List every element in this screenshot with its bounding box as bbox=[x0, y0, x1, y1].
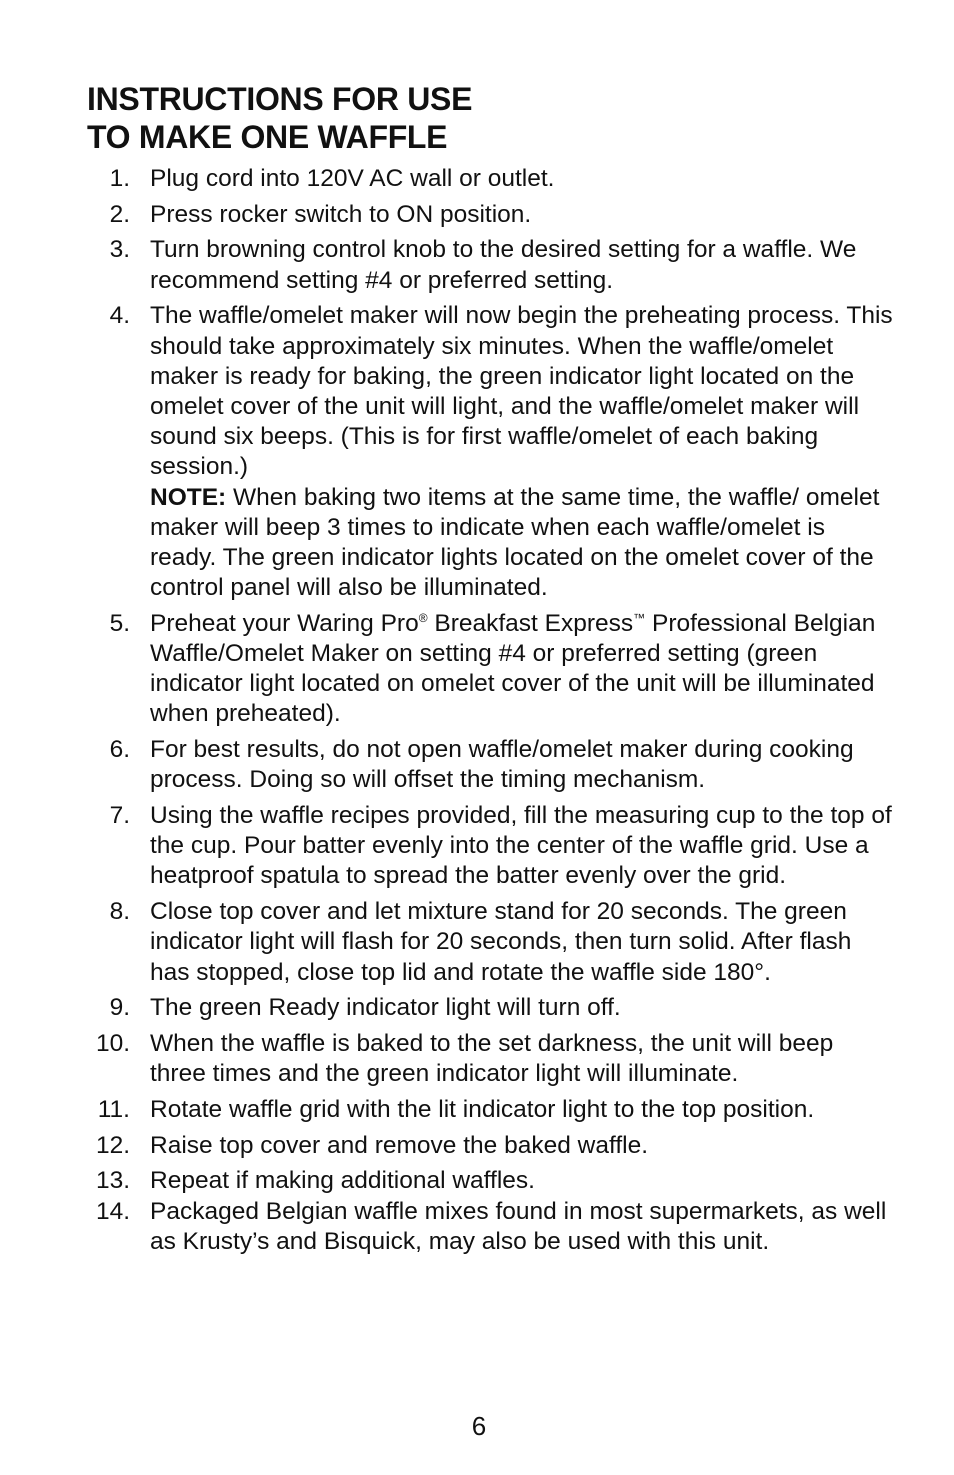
step-number: 2. bbox=[109, 200, 130, 228]
step-text bbox=[150, 609, 894, 730]
step-number: 5. bbox=[109, 609, 130, 637]
step-text: Plug cord into 120V AC wall or outlet. bbox=[150, 165, 555, 192]
step-text: Repeat if making additional waffles. bbox=[150, 1167, 535, 1195]
step-number: 7. bbox=[109, 802, 130, 830]
step-text: Using the waffle recipes provided, fill the measuring cup to the top of the cup. Pour batter evenly into the center of the waffle grid. Use a heatproof spatula to spread the batter evenly over the grid. bbox=[150, 802, 892, 890]
list-item bbox=[0, 1166, 954, 1196]
step-number: 1. bbox=[109, 165, 130, 192]
step-number: 8. bbox=[109, 898, 130, 926]
step-text: Rotate waffle grid with the lit indicator light to the top position. bbox=[150, 1095, 815, 1123]
note-label: NOTE: bbox=[150, 483, 227, 511]
list-item bbox=[0, 164, 954, 194]
list-item bbox=[0, 801, 954, 892]
list-item bbox=[0, 235, 954, 295]
step-number: 14. bbox=[95, 1197, 130, 1225]
list-item bbox=[0, 1131, 954, 1161]
title-line-2: TO MAKE ONE WAFFLE bbox=[87, 119, 448, 155]
step-text: For best results, do not open waffle/omelet maker during cooking process. Doing so will offset the timing mechanism. bbox=[150, 736, 854, 794]
registered-mark: ® bbox=[418, 610, 428, 625]
step-number: 13. bbox=[95, 1167, 130, 1195]
step-text: Raise top cover and remove the baked waffle. bbox=[150, 1131, 649, 1159]
list-item bbox=[0, 1197, 954, 1257]
step-text: When the waffle is baked to the set darkness, the unit will beep three times and the green indicator light will illuminate. bbox=[150, 1029, 834, 1088]
step-text: Packaged Belgian waffle mixes found in most supermarkets, as well as Krusty’s and Bisquick, may also be used with this unit. bbox=[150, 1197, 887, 1255]
list-item bbox=[0, 1029, 954, 1089]
step-body: The waffle/omelet maker will now begin the preheating process. This should take approximately six minutes. When the waffle/omelet maker is ready for baking, the green indicator light located on the omelet cover of the unit will light, and the waffle/omelet maker will sound six beeps. (This is for first waffle/omelet of each baking session.) bbox=[150, 302, 893, 481]
list-item bbox=[0, 1095, 954, 1125]
list-item bbox=[0, 735, 954, 795]
list-item bbox=[0, 301, 954, 603]
step-text-part: Breakfast Express bbox=[427, 609, 634, 637]
step-number: 3. bbox=[109, 236, 130, 264]
step-text: Press rocker switch to ON position. bbox=[150, 200, 532, 228]
step-text: The green Ready indicator light will turn off. bbox=[150, 994, 621, 1022]
step-text-part: Preheat your Waring Pro bbox=[150, 609, 419, 637]
page-title bbox=[87, 80, 472, 156]
title-line-1: INSTRUCTIONS FOR USE bbox=[87, 81, 473, 117]
list-item bbox=[0, 897, 954, 988]
note-text: When baking two items at the same time, the waffle/ omelet maker will beep 3 times to indicate when each waffle/omelet is ready. The green indicator lights located on the omelet cover of the control panel will also be illuminated. bbox=[150, 483, 880, 602]
list-item bbox=[0, 993, 954, 1023]
step-number: 10. bbox=[95, 1029, 130, 1057]
step-number: 12. bbox=[95, 1131, 130, 1159]
list-item bbox=[0, 609, 954, 730]
list-item bbox=[0, 200, 954, 230]
step-number: 4. bbox=[109, 302, 130, 330]
step-text: Close top cover and let mixture stand for 20 seconds. The green indicator light will flash for 20 seconds, then turn solid. After flash has stopped, close top lid and rotate the waffle side 180°. bbox=[150, 898, 852, 986]
instruction-list bbox=[0, 164, 954, 1262]
step-text-part: Professional Belgian Waffle/Omelet Maker on setting #4 or preferred setting (green indicator light located on omelet cover of the unit will be illuminated when preheated). bbox=[150, 609, 876, 728]
step-number: 9. bbox=[109, 994, 130, 1022]
step-number: 11. bbox=[97, 1095, 130, 1123]
trademark-mark: ™ bbox=[633, 610, 646, 625]
step-text bbox=[150, 301, 894, 603]
page-number: 6 bbox=[471, 1411, 487, 1441]
step-text: Turn browning control knob to the desired setting for a waffle. We recommend setting #4 or preferred setting. bbox=[150, 236, 857, 294]
step-number: 6. bbox=[109, 736, 130, 764]
